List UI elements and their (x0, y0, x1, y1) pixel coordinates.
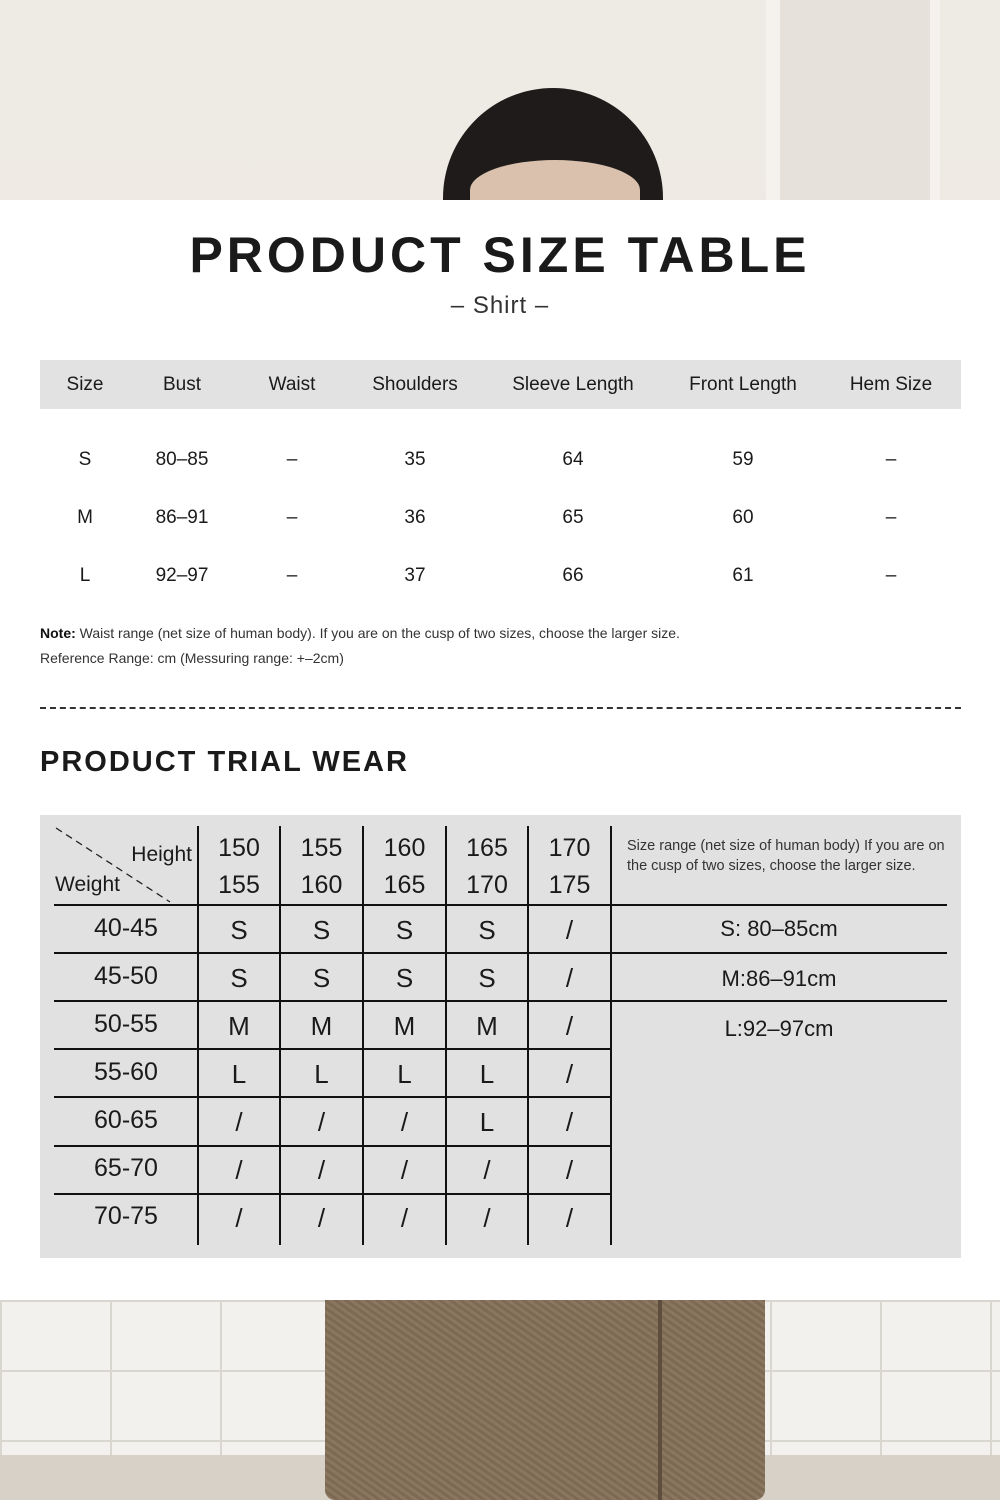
hem-size-cell: – (885, 565, 897, 586)
height-bottom: 160 (300, 871, 343, 899)
height-bottom: 165 (383, 871, 426, 899)
corner-height-label: Height (131, 843, 192, 866)
recommended-size-cell: S (230, 915, 248, 945)
height-top: 155 (300, 834, 343, 862)
front-length-cell: 61 (732, 565, 754, 586)
recommended-size-cell: / (565, 915, 574, 945)
sleeve-length-cell: 66 (562, 565, 584, 586)
hem-size-cell: – (885, 449, 897, 470)
background-door-panel (766, 0, 940, 200)
size-range-m: M:86–91cm (721, 966, 837, 991)
model-coat-edge (658, 1300, 662, 1500)
header-hem-size: Hem Size (849, 374, 933, 395)
grid-hline (54, 952, 947, 954)
size-range-s: S: 80–85cm (720, 916, 838, 941)
recommended-size-cell: / (235, 1203, 243, 1233)
recommended-size-cell: / (565, 1107, 574, 1137)
recommended-size-cell: / (483, 1155, 491, 1185)
shoulders-cell: 35 (404, 449, 426, 470)
waist-cell: – (286, 507, 298, 528)
height-bottom: 155 (218, 871, 260, 899)
size-cell: S (78, 449, 92, 470)
recommended-size-cell: L (479, 1107, 495, 1137)
header-sleeve-length: Sleeve Length (512, 374, 634, 395)
recommended-size-cell: M (310, 1011, 333, 1041)
grid-hline (54, 1096, 612, 1098)
height-top: 160 (383, 834, 426, 862)
front-length-cell: 60 (732, 507, 754, 528)
recommended-size-cell: / (400, 1155, 409, 1185)
recommended-size-cell: / (565, 1059, 574, 1089)
header-size: Size (66, 374, 104, 395)
recommended-size-cell: M (393, 1011, 416, 1041)
recommended-size-cell: S (312, 915, 331, 945)
waist-cell: – (286, 565, 298, 586)
size-range-l: L:92–97cm (724, 1016, 834, 1041)
recommended-size-cell: / (483, 1203, 491, 1233)
grid-hline (54, 1048, 612, 1050)
grid-hline (54, 1193, 612, 1195)
recommended-size-cell: S (478, 915, 496, 945)
recommended-size-cell: / (565, 1011, 574, 1041)
recommended-size-cell: / (235, 1155, 243, 1185)
shoulders-cell: 36 (404, 507, 426, 528)
section-divider (40, 707, 961, 709)
note-text (40, 625, 680, 641)
size-cell: L (79, 565, 91, 586)
recommended-size-cell: S (312, 963, 331, 993)
front-length-cell: 59 (732, 449, 754, 470)
recommended-size-cell: / (235, 1107, 243, 1137)
recommended-size-cell: / (317, 1203, 326, 1233)
recommended-size-cell: / (317, 1155, 326, 1185)
recommended-size-cell: / (565, 1203, 574, 1233)
height-top: 165 (466, 834, 508, 862)
weight-range-label: 55-60 (94, 1058, 158, 1086)
height-range-header (364, 830, 445, 904)
header-front-length: Front Length (689, 374, 797, 395)
recommended-size-cell: L (479, 1059, 495, 1089)
height-range-header (447, 830, 527, 904)
waist-cell: – (286, 449, 298, 470)
recommended-size-cell: M (476, 1011, 498, 1041)
recommended-size-cell: L (231, 1059, 247, 1089)
hem-size-cell: – (885, 507, 897, 528)
reference-range-text: Reference Range: cm (Messuring range: +–2cm) (40, 650, 344, 666)
weight-range-label: 45-50 (94, 962, 158, 990)
size-chart-card (0, 200, 1000, 1300)
recommended-size-cell: L (314, 1059, 329, 1089)
height-bottom: 170 (466, 871, 508, 899)
grid-hline (54, 904, 947, 906)
grid-hline (54, 1000, 947, 1002)
header-shoulders: Shoulders (372, 374, 458, 395)
corner-weight-label: Weight (55, 873, 120, 896)
size-cell: M (77, 507, 93, 528)
page-subtitle: – Shirt – (450, 292, 550, 319)
height-range-header (199, 830, 279, 904)
page-title: PRODUCT SIZE TABLE (189, 227, 811, 283)
model-coat (325, 1300, 765, 1500)
height-top: 150 (218, 834, 260, 862)
sleeve-length-cell: 64 (562, 449, 584, 470)
size-range-note: Size range (net size of human body) If you are on the cusp of two sizes, choose the larger size. (627, 838, 945, 874)
weight-range-label: 40-45 (94, 914, 158, 942)
weight-range-label: 50-55 (94, 1010, 158, 1038)
note-label: Note: (40, 625, 76, 641)
bust-cell: 92–97 (155, 565, 209, 586)
recommended-size-cell: L (397, 1059, 412, 1089)
bust-cell: 80–85 (155, 449, 209, 470)
shoulders-cell: 37 (404, 565, 426, 586)
trial-section-title: PRODUCT TRIAL WEAR (40, 746, 409, 778)
recommended-size-cell: / (317, 1107, 326, 1137)
height-bottom: 175 (548, 871, 591, 899)
sleeve-length-cell: 65 (562, 507, 584, 528)
height-range-header (281, 830, 362, 904)
recommended-size-cell: / (400, 1203, 409, 1233)
recommended-size-cell: / (565, 1155, 574, 1185)
grid-hline (54, 1145, 612, 1147)
header-waist: Waist (268, 374, 316, 395)
recommended-size-cell: M (228, 1011, 250, 1041)
recommended-size-cell: S (230, 963, 248, 993)
weight-range-label: 70-75 (94, 1202, 158, 1230)
height-top: 170 (548, 834, 591, 862)
bust-cell: 86–91 (155, 507, 209, 528)
weight-range-label: 65-70 (94, 1154, 158, 1182)
height-range-header (529, 830, 610, 904)
recommended-size-cell: S (478, 963, 496, 993)
recommended-size-cell: / (400, 1107, 409, 1137)
note-body: Waist range (net size of human body). If you are on the cusp of two sizes, choose the larger size. (75, 625, 680, 641)
weight-range-label: 60-65 (94, 1106, 158, 1134)
recommended-size-cell: S (395, 915, 414, 945)
recommended-size-cell: S (395, 963, 414, 993)
header-bust: Bust (162, 374, 202, 395)
recommended-size-cell: / (565, 963, 574, 993)
